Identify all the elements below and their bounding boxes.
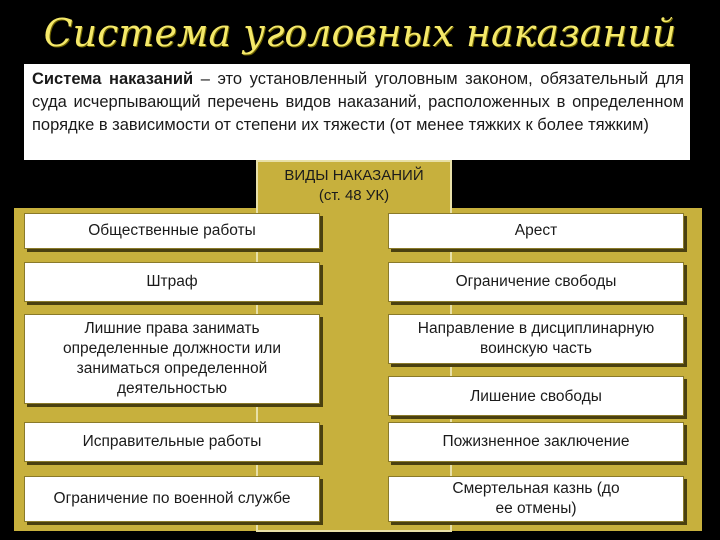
penalty-card-left-3: Лишние права занимать определенные должности или заниматься определенной деятельностью [24, 314, 320, 404]
penalty-card-left-1: Общественные работы [24, 213, 320, 249]
definition-box [24, 64, 690, 160]
penalty-card-right-6: Смертельная казнь (до ее отмены) [388, 476, 684, 522]
penalty-card-right-2: Ограничение свободы [388, 262, 684, 302]
types-header-article: (ст. 48 УК) [318, 187, 390, 204]
penalty-card-left-5: Ограничение по военной службе [24, 476, 320, 522]
penalty-card-right-5: Пожизненное заключение [388, 422, 684, 462]
penalty-card-right-4: Лишение свободы [388, 376, 684, 416]
types-header-title: ВИДЫ НАКАЗАНИЙ [284, 167, 424, 184]
penalty-card-left-4: Исправительные работы [24, 422, 320, 462]
types-header [258, 162, 450, 210]
page-title: Система уголовных наказаний [43, 11, 677, 55]
definition-term: Система наказаний [32, 70, 194, 88]
penalty-card-right-1: Арест [388, 213, 684, 249]
penalty-card-left-2: Штраф [24, 262, 320, 302]
penalty-card-right-3: Направление в дисциплинарную воинскую часть [388, 314, 684, 364]
definition-text: – это установленный уголовным законом, обязательный для суда исчерпывающий перечень видов наказаний, расположенных в определенном порядке в зависимости от степени их тяжести (от менее тяжких к более тяжким) [32, 70, 684, 134]
